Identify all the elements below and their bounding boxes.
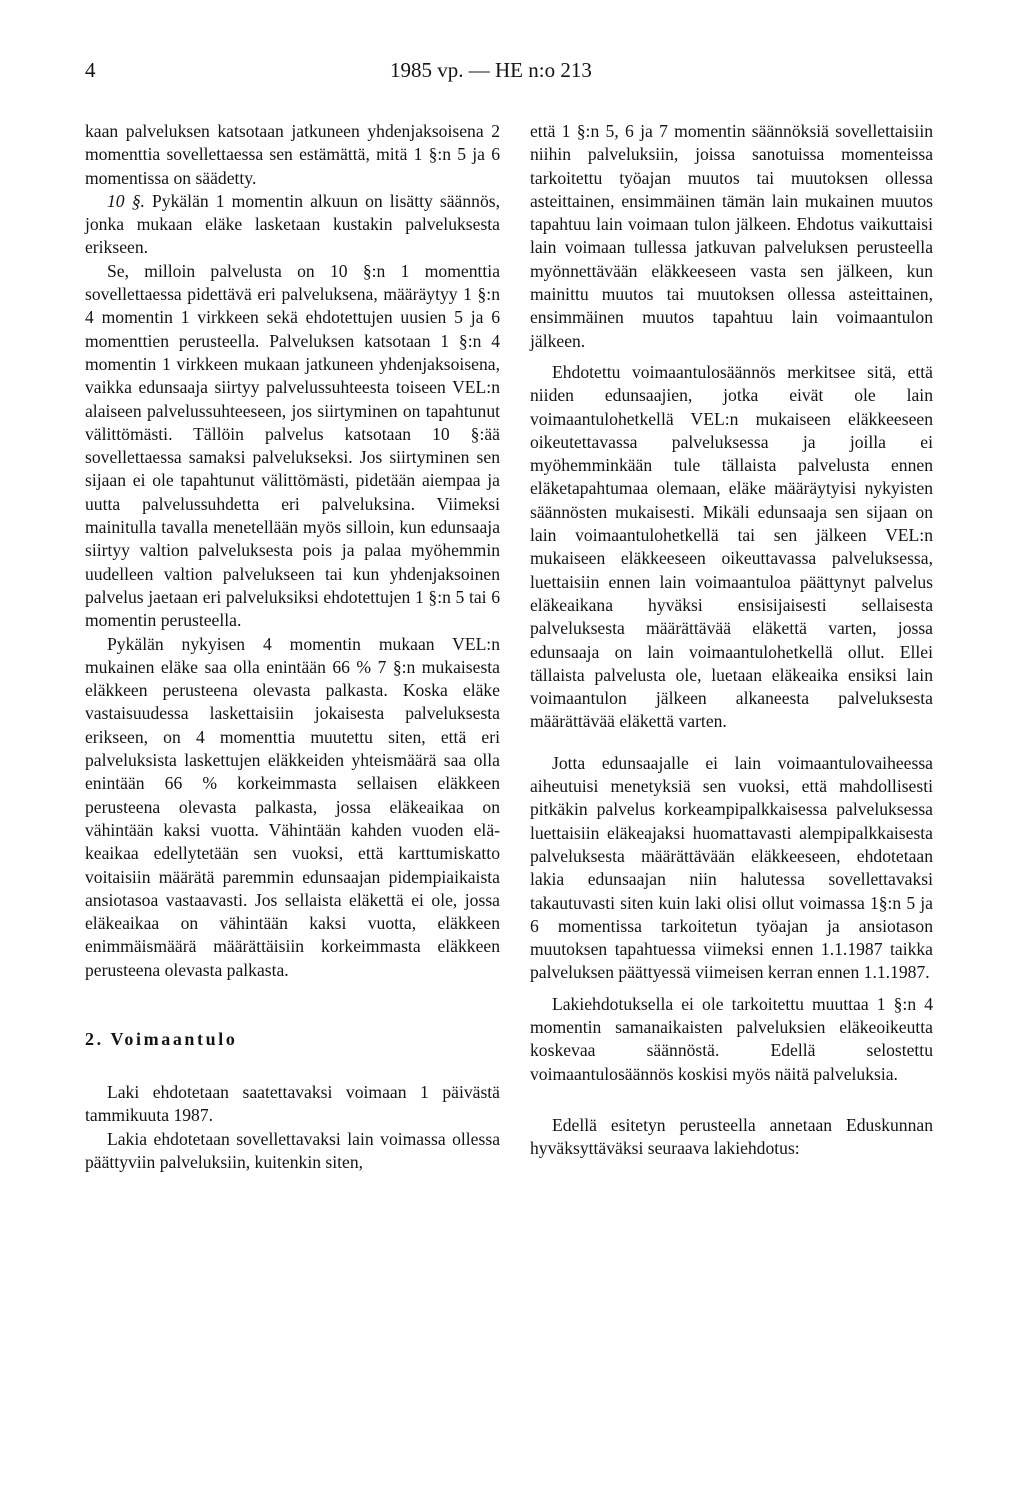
running-title: 1985 vp. — HE n:o 213 <box>390 58 592 82</box>
left-paragraph-3: Se, milloin palvelusta on 10 §:n 1 momenttia sovellettaessa pidettävä eri palveluksena, määräytyy 1 §:n 4 momentin 1 virkkeen sekä ehdotettujen uusien 5 ja 6 momenttien perusteella. Palveluksen katsotaan 1 §:n 4 momentin 1 virkkeen mukaan jatkuneen yhdenjaksoisena, vaikka edunsaaja siirtyy palvelussuhteesta toiseen VEL:n alaiseen palvelussuhteeseen, jos siirtyminen on tapahtunut välittömästi. Tällöin palvelus katsotaan 10 §:ää sovellettaessa samaksi palvelukseksi. Jos siirtyminen sen sijaan ei ole tapahtunut välittömästi, pidetään aiempaa ja uutta palvelussuhdetta eri palveluksina. Viimeksi mainitulla tavalla menetellään myös silloin, kun edunsaaja siirtyy valtion palveluksesta pois ja palaa myöhemmin uudelleen valtion palvelukseen tai kun yhdenjaksoinen palvelus jaetaan eri palveluksiksi ehdotettujen 1 §:n 5 tai 6 momentin perusteella. <box>85 260 500 631</box>
right-paragraph-1: että 1 §:n 5, 6 ja 7 momentin säännöksiä sovellettaisiin niihin palveluksiin, joissa sanotuissa momenteissa tarkoitettu työajan muutos tai muutoksen ollessa asteittainen, ensimmäinen tämän lain mukainen muutos tapahtuu lain voimaan tulon jälkeen. Ehdotus vaikuttaisi lain voimaan tullessa jatkuvan palveluksen perusteella myönnettävään eläkkeeseen vasta sen jälkeen, kun mainittu muutos tai muutoksen ollessa asteittainen, ensimmäinen muutos tapahtuu lain voimaantulon jälkeen. <box>530 121 933 351</box>
page-number: 4 <box>85 58 96 82</box>
left-paragraph-5: Laki ehdotetaan saatettavaksi voimaan 1 päivästä tammikuuta 1987. <box>85 1081 500 1126</box>
left-paragraph-1: kaan palveluksen katsotaan jatkuneen yhdenjaksoisena 2 momenttia sovellettaessa sen estämättä, mitä 1 §:n 5 ja 6 momentissa on säädetty. <box>85 121 500 188</box>
right-paragraph-3: Jotta edunsaajalle ei lain voimaantulovaiheessa aiheutuisi menetyksiä sen vuoksi, että mahdollisesti pitkäkin palvelus korkeampipalkkaisessa palveluksessa luettaisiin eläkeajaksi huomattavasti alempipalkkaisesta palveluksesta määrättävään eläkkeeseen, ehdotetaan lakia edunsaajan niin halutessa sovellettavaksi takautuvasti siten kuin laki olisi ollut voimassa 1§:n 5 ja 6 momentissa tarkoitetun työajan ja ansiotason muutoksen tapahtuessa viimeksi ennen 1.1.1987 taikka palveluksen päättyessä viimeisen kerran ennen 1.1.1987. <box>530 752 933 983</box>
right-paragraph-4: Lakiehdotuksella ei ole tarkoitettu muuttaa 1 §:n 4 momentin samanaikaisten palveluksien eläkeoikeutta koskevaa säännöstä. Edellä selostettu voimaantulosäännös koskisi myös näitä palveluksia. <box>530 993 933 1084</box>
section-heading: 2. Voimaantulo <box>85 1028 238 1049</box>
page-header <box>85 58 965 98</box>
left-column <box>85 120 500 1174</box>
right-paragraph-2: Ehdotettu voimaantulosäännös merkitsee sitä, että niiden edunsaajien, jotka eivät ole lain voimaantulohetkellä VEL:n mukaiseen eläkkeeseen oikeutettavassa palveluksessa ja joilla ei myöhemminkään tule tällaista palvelusta ennen eläketapahtumaa olemaan, eläke määräytyisi nykyisten säännösten mukaisesti. Mikäli edunsaaja sen sijaan on lain voimaantulohetkellä tai sen jälkeen VEL:n mukaiseen eläkkeeseen oikeuttavassa palveluksessa, luettaisiin ennen lain voimaantuloa päättynyt palvelus eläkeaikana hyväksi ensisijaisesti sellaisesta palveluksesta määrättävää eläkettä varten, jossa edunsaaja on lain voimaantulohetkellä ollut. Ellei tällaista palvelusta ole, luetaan eläkeaika ensiksi lain voimaantulon jälkeen alkaneesta palveluksesta määrättävää eläkettä varten. <box>530 361 933 732</box>
left-paragraph-2 <box>85 190 500 260</box>
right-column <box>530 120 933 1160</box>
right-paragraph-5: Edellä esitetyn perusteella annetaan Eduskunnan hyväksyttäväksi seuraava lakiehdotus: <box>530 1114 933 1159</box>
section-label-10: 10 §. <box>107 190 145 211</box>
left-paragraph-4: Pykälän nykyisen 4 momentin mukaan VEL:n mukainen eläke saa olla enintään 66 % 7 §:n mukaisesta eläkkeen perusteena olevasta palkasta. Koska eläke vastaisuudessa laskettaisiin jokaisesta palveluksesta erikseen, on 4 momenttia muutettu siten, että eri palveluksista laskettujen eläkkeiden yhteismäärä saa olla enintään 66 % korkeimmasta sellaisen eläkkeen perusteena olevasta palkasta, jossa eläkeaikaa on vähintään kaksi vuotta. Vähintään kahden vuoden eläkeaikaa edellytetään sen vuoksi, että karttumiskatto voitaisiin määrätä paremmin edunsaajan pidempiaikaista ansiotasoa vastaavasti. Jos sellaista eläkettä ei ole, jossa eläkeaikaa on vähintään kaksi vuotta, eläkkeen enimmäismäärä määrättäisiin korkeimmasta eläkkeen perusteena olevasta palkasta. <box>85 633 500 980</box>
left-paragraph-2-text: Pykälän 1 momentin alkuun on lisätty säännös, jonka mukaan eläke lasketaan kustakin palveluksesta erikseen. <box>85 190 500 258</box>
left-paragraph-6: Lakia ehdotetaan sovellettavaksi lain voimassa ollessa päättyviin palveluksiin, kuitenkin siten, <box>85 1128 500 1172</box>
